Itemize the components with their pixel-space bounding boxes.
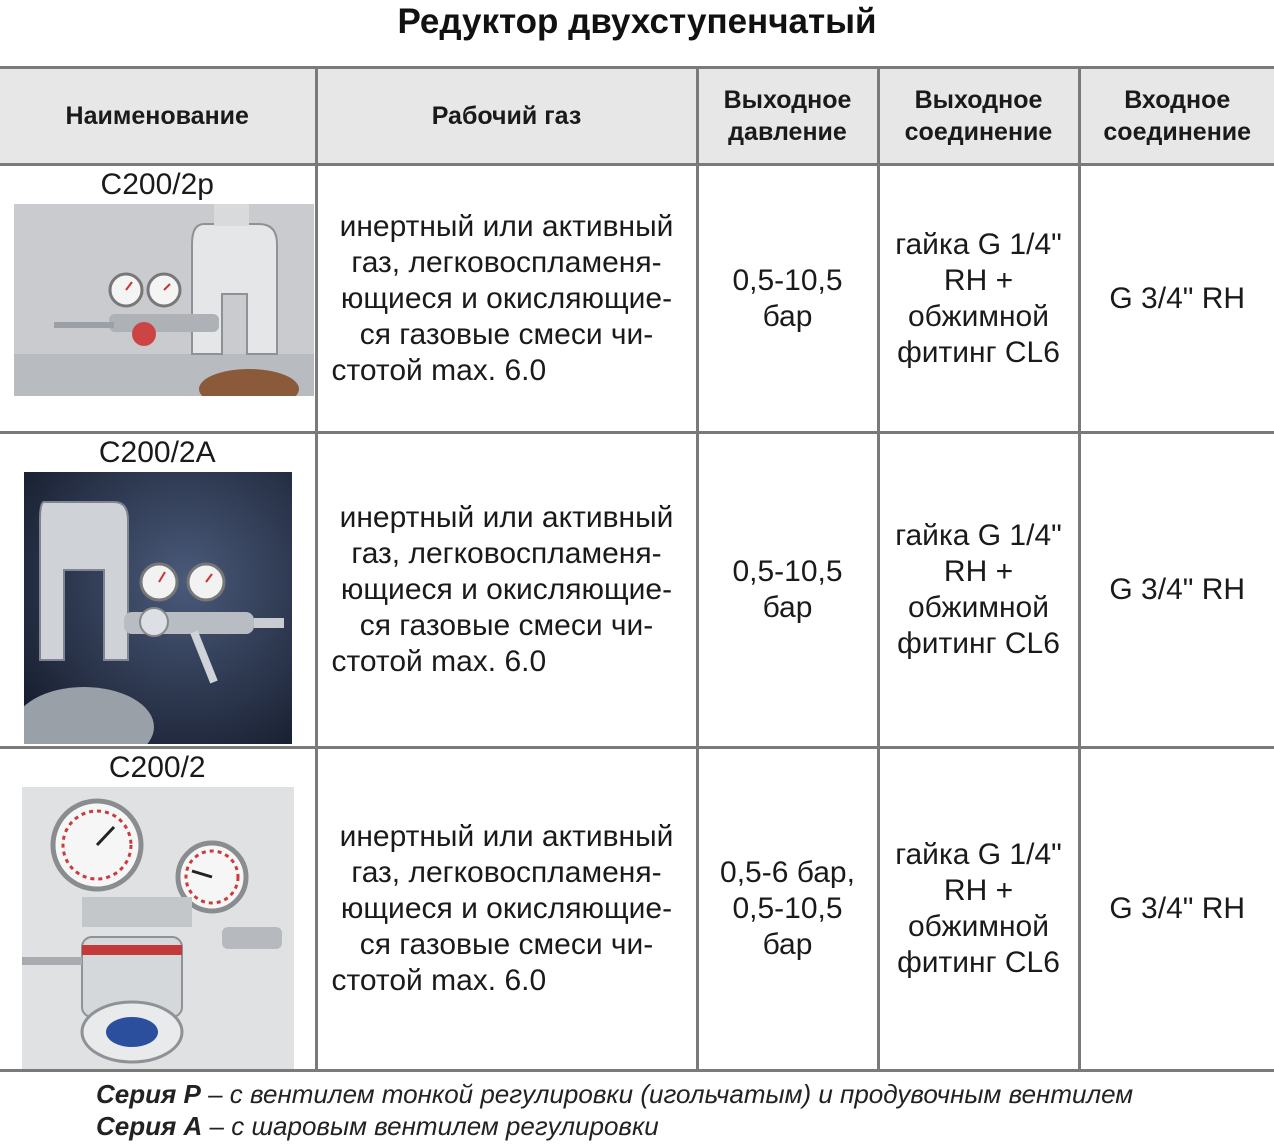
name-cell (0, 433, 316, 748)
table-row (0, 748, 1274, 1071)
header-outlet-pressure: Выходное давление (697, 68, 878, 165)
spec-table (0, 66, 1274, 1072)
note-series-a: Серия A – с шаровым вентилем регулировки (96, 1111, 659, 1141)
model-name: С200/2 (108, 751, 206, 784)
model-name: С200/2А (98, 436, 216, 469)
model-name: С200/2р (100, 168, 214, 201)
regulator-photo-icon (14, 204, 314, 396)
name-cell (0, 165, 316, 433)
header-name: Наименование (0, 68, 316, 165)
note-series-p: Серия P – с вентилем тонкой регулировки (игольчатым) и продувочным вентилем (96, 1079, 1134, 1109)
table-row (0, 165, 1274, 433)
name-cell (0, 748, 316, 1071)
outlet-pressure-cell: 0,5-6 бар, 0,5-10,5 бар (697, 748, 878, 1071)
header-row (0, 68, 1274, 165)
gas-cell: инертный или активный газ, легковоспламеня-ющиеся и окисляющие-ся газовые смеси чи-стотой max. 6.0 (316, 165, 697, 433)
outlet-connection-cell: гайка G 1/4" RH + обжимной фитинг CL6 (878, 748, 1079, 1071)
inlet-connection-cell: G 3/4" RH (1079, 433, 1274, 748)
gas-cell: инертный или активный газ, легковоспламеня-ющиеся и окисляющие-ся газовые смеси чи-стотой max. 6.0 (316, 433, 697, 748)
series-notes (96, 1078, 1133, 1142)
header-gas: Рабочий газ (316, 68, 697, 165)
gas-cell: инертный или активный газ, легковоспламеня-ющиеся и окисляющие-ся газовые смеси чи-стотой max. 6.0 (316, 748, 697, 1071)
outlet-connection-cell: гайка G 1/4" RH + обжимной фитинг CL6 (878, 433, 1079, 748)
outlet-connection-cell: гайка G 1/4" RH + обжимной фитинг CL6 (878, 165, 1079, 433)
header-inlet-connection: Входное соединение (1079, 68, 1274, 165)
inlet-connection-cell: G 3/4" RH (1079, 748, 1274, 1071)
outlet-pressure-cell: 0,5-10,5 бар (697, 433, 878, 748)
inlet-connection-cell: G 3/4" RH (1079, 165, 1274, 433)
regulator-photo-icon (22, 787, 294, 1069)
outlet-pressure-cell: 0,5-10,5 бар (697, 165, 878, 433)
table-row (0, 433, 1274, 748)
page-title: Редуктор двухступенчатый (397, 2, 877, 41)
header-outlet-connection: Выходное соединение (878, 68, 1079, 165)
regulator-photo-icon (24, 472, 292, 744)
